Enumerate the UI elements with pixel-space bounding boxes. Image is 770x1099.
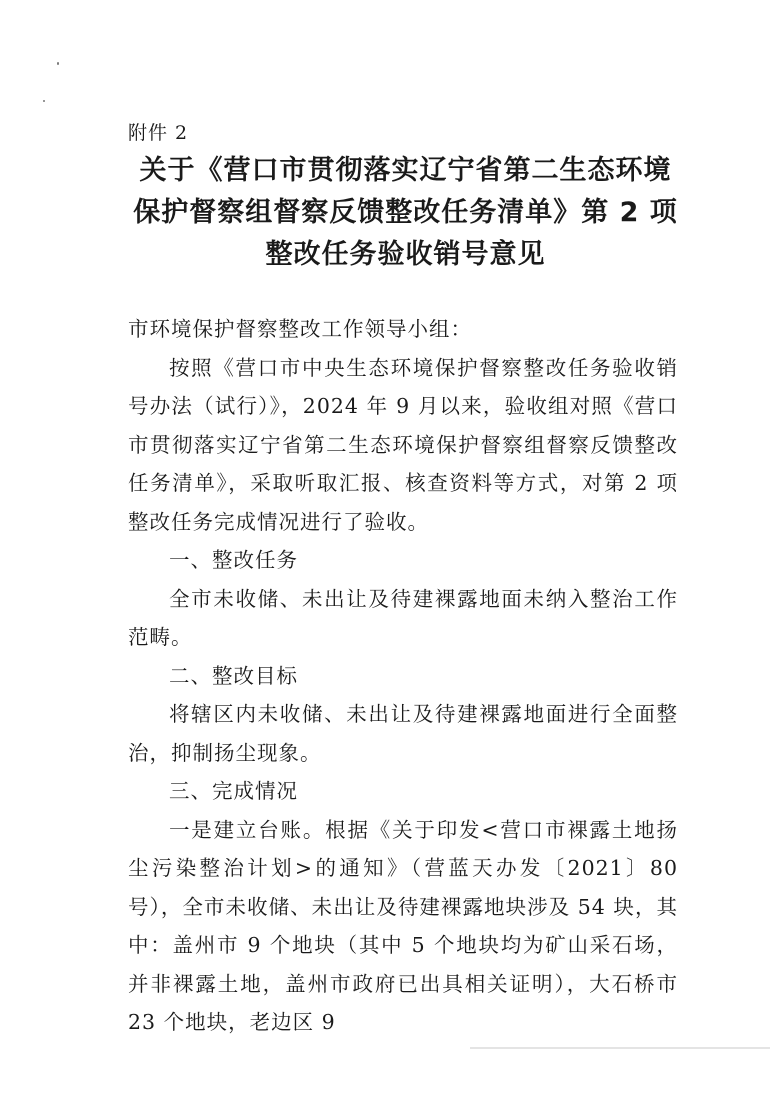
section-2-text: 将辖区内未收储、未出让及待建裸露地面进行全面整治，抑制扬尘现象。 (128, 702, 678, 765)
title-line-2: 保护督察组督察反馈整改任务清单》第 2 项 (133, 197, 678, 228)
title-line-1: 关于《营口市贯彻落实辽宁省第二生态环境 (139, 155, 672, 186)
section-3-heading: 三、完成情况 (169, 779, 298, 803)
section-1-heading: 一、整改任务 (169, 548, 298, 572)
intro-paragraph: 按照《营口市中央生态环境保护督察整改任务验收销号办法（试行）》，2024 年 9 月以来，验收组对照《营口市贯彻落实辽宁省第二生态环境保护督察组督察反馈整改任务清单》，采取听取汇报、核查资料等方式，对第 2 项整改任务完成情况进行了验收。 (128, 355, 678, 534)
attachment-label: 附件 2 (128, 122, 189, 144)
document-title (118, 150, 693, 276)
salutation: 市环境保护督察整改工作领导小组： (128, 317, 472, 341)
document-body (128, 310, 678, 1042)
scan-edge-line (470, 1047, 770, 1049)
title-line-3: 整改任务验收销号意见 (265, 239, 546, 270)
scan-speck (43, 100, 45, 102)
section-2-heading: 二、整改目标 (169, 663, 298, 688)
section-3-text: 一是建立台账。根据《关于印发<营口市裸露土地扬尘污染整治计划>的通知》（营蓝天办发〔2021〕80 号），全市未收储、未出让及待建裸露地块涉及 54 块，其中：盖州市 9 个地块（其中 5 个地块均为矿山采石场，并非裸露土地，盖州市政府已出具相关证明），大石桥市 23 个地块，老边区 9 (128, 817, 678, 1034)
scan-speck (57, 62, 59, 65)
section-1-text: 全市未收储、未出让及待建裸露地面未纳入整治工作范畴。 (128, 586, 678, 649)
